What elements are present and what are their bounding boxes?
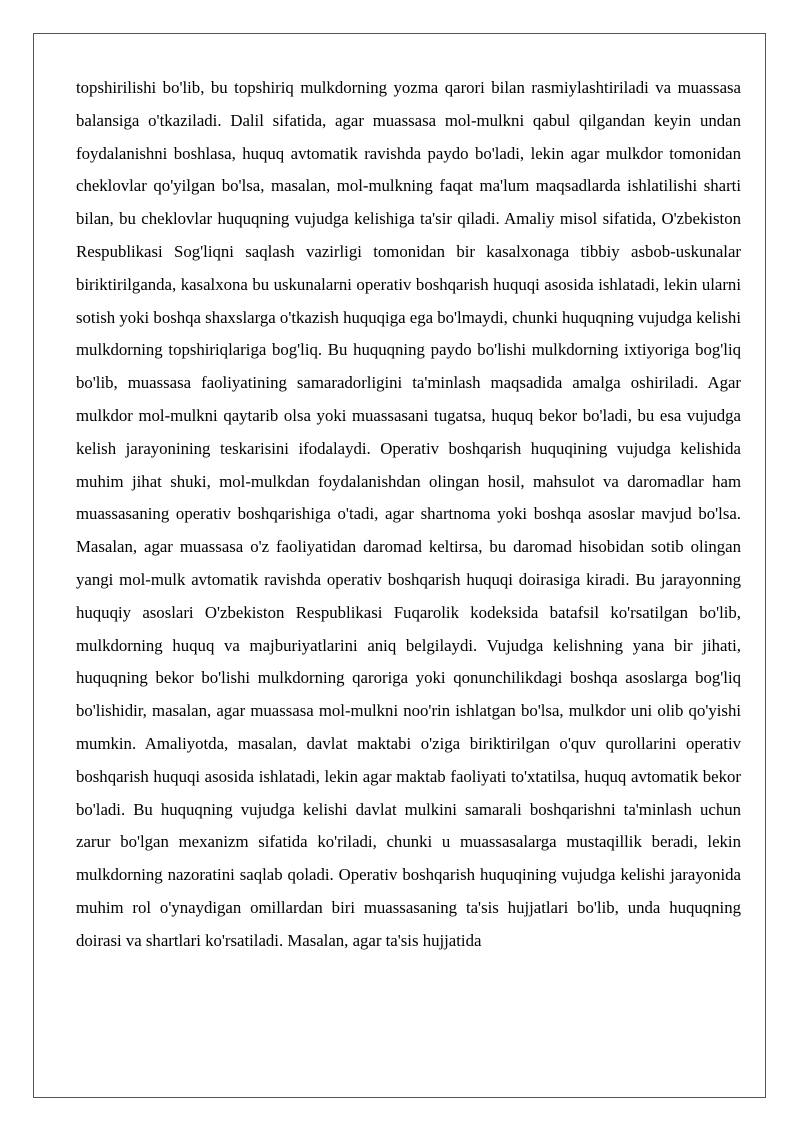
- body-paragraph: topshirilishi bo'lib, bu topshiriq mulkdorning yozma qarori bilan rasmiylashtiriladi va muassasa balansiga o'tkaziladi. Dalil sifatida, agar muassasa mol-mulkni qabul qilgandan keyin undan foydalanishni boshlasa, huquq avtomatik ravishda paydo bo'ladi, lekin agar mulkdor tomonidan cheklovlar qo'yilgan bo'lsa, masalan, mol-mulkning faqat ma'lum maqsadlarda ishlatilishi sharti bilan, bu cheklovlar huquqning vujudga kelishiga ta'sir qiladi. Amaliy misol sifatida, O'zbekiston Respublikasi Sog'liqni saqlash vazirligi tomonidan bir kasalxonaga tibbiy asbob-uskunalar biriktirilganda, kasalxona bu uskunalarni operativ boshqarish huquqi asosida ishlatadi, lekin ularni sotish yoki boshqa shaxslarga o'tkazish huquqiga ega bo'lmaydi, chunki huquqning vujudga kelishi mulkdorning topshiriqlariga bog'liq. Bu huquqning paydo bo'lishi mulkdorning ixtiyoriga bog'liq bo'lib, muassasa faoliyatining samaradorligini ta'minlash maqsadida amalga oshiriladi. Agar mulkdor mol-mulkni qaytarib olsa yoki muassasani tugatsa, huquq bekor bo'ladi, bu esa vujudga kelish jarayonining teskarisini ifodalaydi. Operativ boshqarish huquqining vujudga kelishida muhim jihat shuki, mol-mulkdan foydalanishdan olingan hosil, mahsulot va daromadlar ham muassasaning operativ boshqarishiga o'tadi, agar shartnoma yoki boshqa asoslar mavjud bo'lsa. Masalan, agar muassasa o'z faoliyatidan daromad keltirsa, bu daromad hisobidan sotib olingan yangi mol-mulk avtomatik ravishda operativ boshqarish huquqi doirasiga kiradi. Bu jarayonning huquqiy asoslari O'zbekiston Respublikasi Fuqarolik kodeksida batafsil ko'rsatilgan bo'lib, mulkdorning huquq va majburiyatlarini aniq belgilaydi. Vujudga kelishning yana bir jihati, huquqning bekor bo'lishi mulkdorning qaroriga yoki qonunchilikdagi boshqa asoslarga bog'liq bo'lishidir, masalan, agar muassasa mol-mulkni noo'rin ishlatgan bo'lsa, mulkdor uni olib qo'yishi mumkin. Amaliyotda, masalan, davlat maktabi o'ziga biriktirilgan o'quv qurollarini operativ boshqarish huquqi asosida ishlatadi, lekin agar maktab faoliyati to'xtatilsa, huquq avtomatik bekor bo'ladi. Bu huquqning vujudga kelishi davlat mulkini samarali boshqarishni ta'minlash uchun zarur bo'lgan mexanizm sifatida ko'riladi, chunki u muassasalarga mustaqillik beradi, lekin mulkdorning nazoratini saqlab qoladi. Operativ boshqarish huquqining vujudga kelishi jarayonida muhim rol o'ynaydigan omillardan biri muassasaning ta'sis hujjatlari bo'lib, unda huquqning doirasi va shartlari ko'rsatiladi. Masalan, agar ta'sis hujjatida: [76, 78, 741, 950]
